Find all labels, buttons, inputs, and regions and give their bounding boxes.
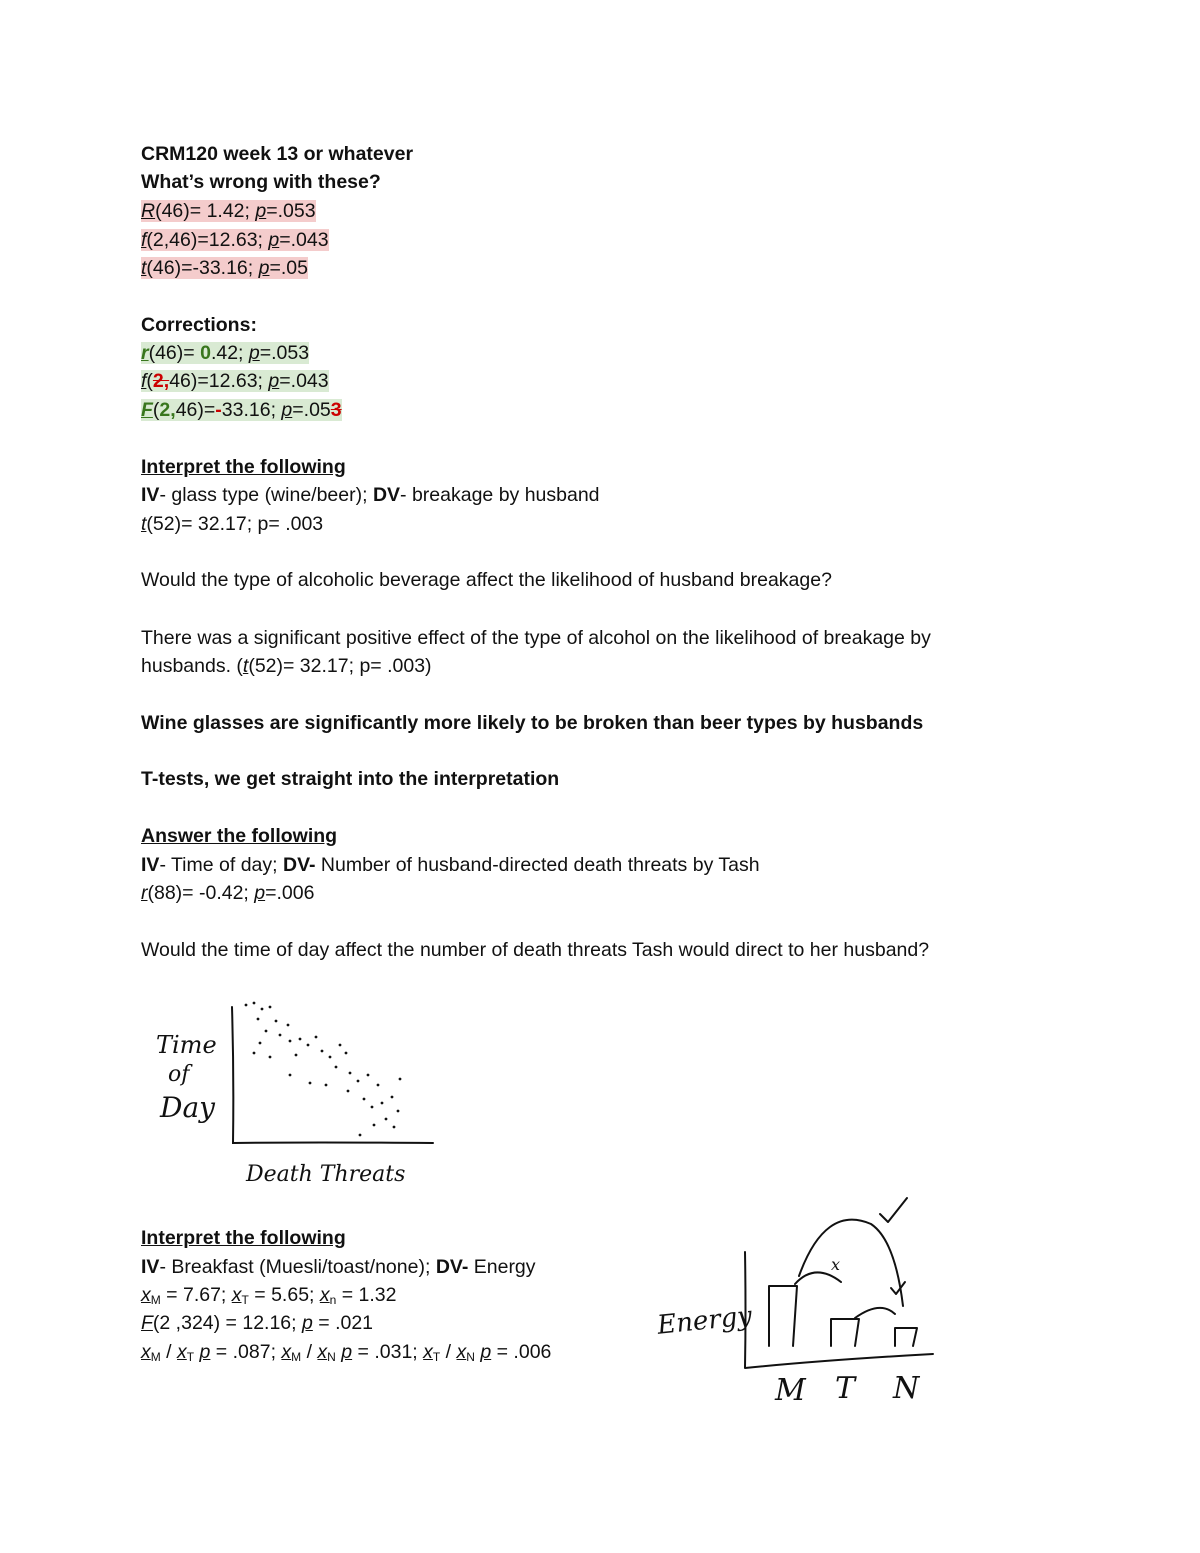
y-label-energy: Energy xyxy=(655,1301,754,1341)
correction-line-2: f(2,46)=12.63; p=.043 xyxy=(141,370,329,392)
bar-sketch xyxy=(655,1190,945,1410)
arc-t-n xyxy=(855,1308,895,1318)
x-label-death-threats: Death Threats xyxy=(246,1162,406,1187)
scatter-sketch xyxy=(150,995,450,1190)
wrong-line-2: f(2,46)=12.63; p=.043 xyxy=(141,229,329,251)
y-label-of: of xyxy=(168,1062,190,1087)
stat-line-1: t(52)= 32.17; p= .003 xyxy=(141,513,324,535)
bar-none xyxy=(895,1328,917,1346)
arc-x-mark: x xyxy=(831,1255,841,1274)
interpret-answer-line-2: husbands. (t(52)= 32.17; p= .003) xyxy=(141,655,432,677)
answer-heading: Answer the following xyxy=(141,825,338,847)
interpret-heading-1: Interpret the following xyxy=(141,456,346,478)
comparisons-line: $x_M / x_T$ p = .087; $x_M / x_N$ p = .031; $x_T / x_N$ p = .006 xyxy=(141,1341,552,1364)
answer-question: Would the time of day affect the number of death threats Tash would direct to her husband? xyxy=(141,939,930,961)
arc-m-t xyxy=(795,1272,841,1284)
stat-line-2: r(88)= -0.42; p=.006 xyxy=(141,882,315,904)
iv-dv-line-1: IV- glass type (wine/beer); DV- breakage by husband xyxy=(141,484,600,506)
arc-m-n xyxy=(799,1220,903,1306)
cat-label-m: M xyxy=(775,1373,806,1408)
scatter-axes xyxy=(232,1007,433,1143)
interpret-heading-2: Interpret the following xyxy=(141,1227,346,1249)
y-label-time: Time xyxy=(156,1031,217,1059)
cat-label-t: T xyxy=(835,1371,856,1406)
y-label-day: Day xyxy=(160,1091,215,1124)
wrong-line-3: t(46)=-33.16; p=.05 xyxy=(141,257,308,279)
cat-label-n: N xyxy=(893,1371,920,1406)
ttests-note: T-tests, we get straight into the interpretation xyxy=(141,768,560,790)
bar-muesli xyxy=(769,1286,797,1346)
interpret-answer-line-1: There was a significant positive effect of the type of alcohol on the likelihood of breakage by xyxy=(141,627,931,649)
check-mark-small-icon xyxy=(891,1282,905,1294)
correction-line-1: r(46)= 0.42; p=.053 xyxy=(141,342,310,364)
scatter-dots xyxy=(245,1002,402,1137)
wrong-line-1: R(46)= 1.42; p=.053 xyxy=(141,200,316,222)
check-mark-icon xyxy=(880,1198,907,1222)
bar-toast xyxy=(831,1319,859,1346)
means-line: $x_M = 7.67$; $x_T = 5.65$; $x_n = 1.32$ xyxy=(141,1284,397,1307)
f-stat-line: F(2 ,324) = 12.16; p = .021 xyxy=(141,1312,374,1334)
iv-dv-line-2: IV- Time of day; DV- Number of husband-directed death threats by Tash xyxy=(141,854,760,876)
correction-line-3: F(2,46)=-33.16; p=.053 xyxy=(141,399,342,421)
conclusion-line: Wine glasses are significantly more likely to be broken than beer types by husbands xyxy=(141,712,924,734)
interpret-question-1: Would the type of alcoholic beverage affect the likelihood of husband breakage? xyxy=(141,569,832,591)
question-heading: What’s wrong with these? xyxy=(141,171,381,193)
document-title: CRM120 week 13 or whatever xyxy=(141,143,414,165)
iv-dv-line-3: IV- Breakfast (Muesli/toast/none); DV- Energy xyxy=(141,1256,536,1278)
corrections-heading: Corrections: xyxy=(141,314,257,336)
